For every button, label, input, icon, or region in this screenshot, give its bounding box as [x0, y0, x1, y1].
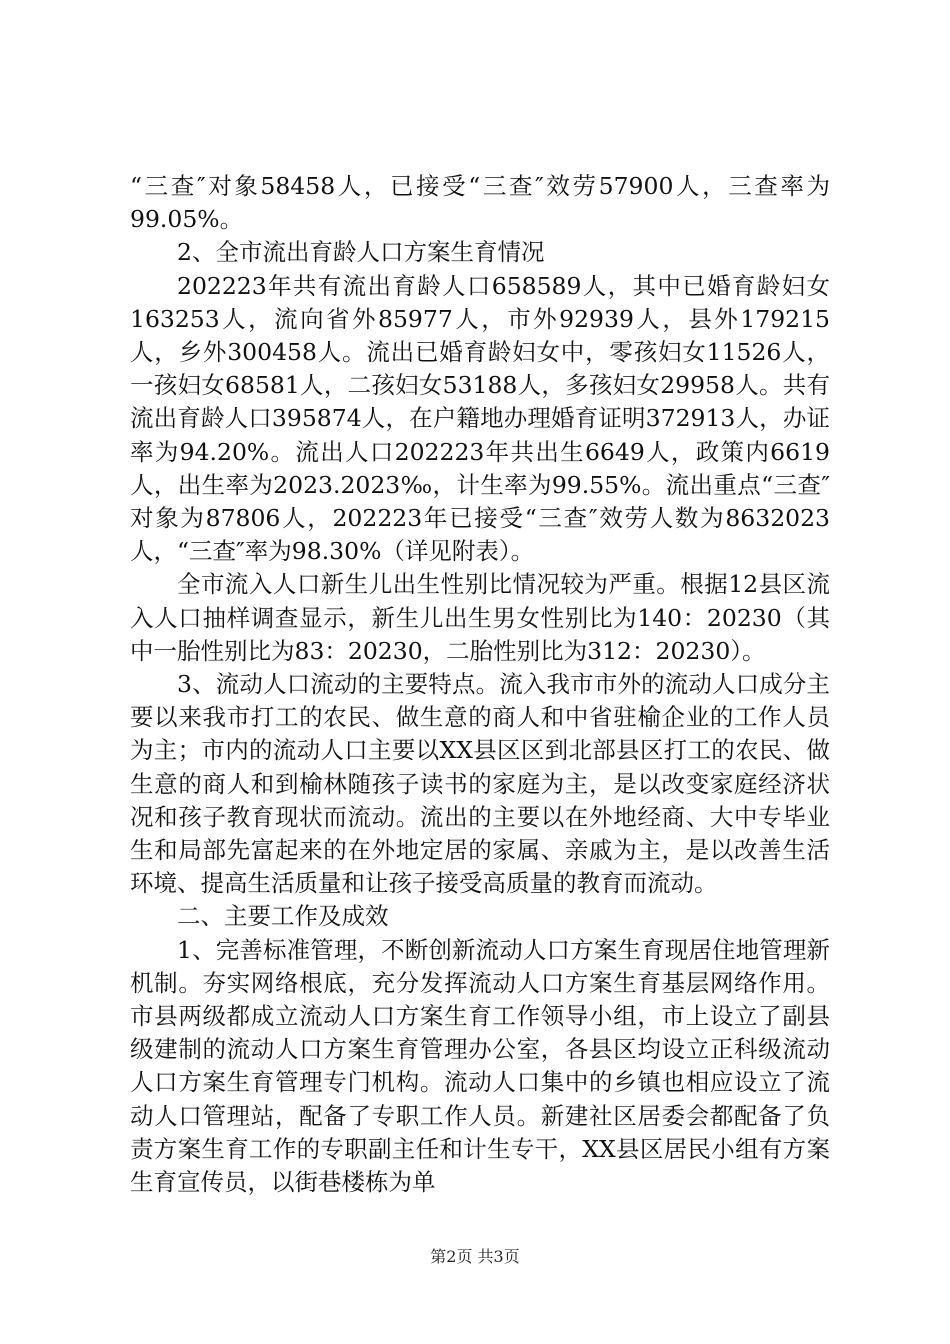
- paragraph: 全市流入人口新生儿出生性别比情况较为严重。根据12县区流入人口抽样调查显示，新生儿出生男女性别比为140：20230（其中一胎性别比为83：20230，二胎性别比为312：20230）。: [130, 570, 830, 665]
- page-footer: 第2页 共3页: [430, 1247, 520, 1266]
- paragraph: 1、完善标准管理，不断创新流动人口方案生育现居住地管理新机制。夯实网络根底，充分发挥流动人口方案生育基层网络作用。市县两级都成立流动人口方案生育工作领导小组，市上设立了副县级建制的流动人口方案生育管理办公室，各县区均设立正科级流动人口方案生育管理专门机构。流动人口集中的乡镇也相应设立了流动人口管理站，配备了专职工作人员。新建社区居委会都配备了负责方案生育工作的专职副主任和计生专干，XX县区居民小组有方案生育宣传员，以街巷楼栋为单: [130, 935, 830, 1197]
- body-text: [130, 170, 830, 1199]
- section-heading: 2、全市流出育龄人口方案生育情况: [177, 238, 545, 267]
- paragraph: 202223年共有流出育龄人口658589人，其中已婚育龄妇女163253人，流向省外85977人，市外92939人，县外179215人，乡外300458人。流出已婚育龄妇女中，零孩妇女11526人，一孩妇女68581人，二孩妇女53188人，多孩妇女29958人。共有流出育龄人口395874人，在户籍地办理婚育证明372913人，办证率为94.20%。流出人口202223年共出生6649人，政策内6619人，出生率为2023.2023‰，计生率为99.55%。流出重点“三查″对象为87806人，202223年已接受“三查″效劳人数为8632023人，“三查″率为98.30%（详见附表）。: [130, 271, 830, 566]
- paragraph: 3、流动人口流动的主要特点。流入我市市外的流动人口成分主要以来我市打工的农民、做生意的商人和中省驻榆企业的工作人员为主；市内的流动人口主要以XX县区区到北部县区打工的农民、做生意的商人和到榆林随孩子读书的家庭为主，是以改变家庭经济状况和孩子教育现状而流动。流出的主要以在外地经商、大中专毕业生和局部先富起来的在外地定居的家属、亲戚为主，是以改善生活环境、提高生活质量和让孩子接受高质量的教育而流动。: [130, 670, 830, 898]
- paragraph-continuation: “三查″对象58458人，已接受“三查″效劳57900人，三查率为99.05%。: [130, 172, 830, 234]
- section-heading: 二、主要工作及成效: [177, 902, 389, 931]
